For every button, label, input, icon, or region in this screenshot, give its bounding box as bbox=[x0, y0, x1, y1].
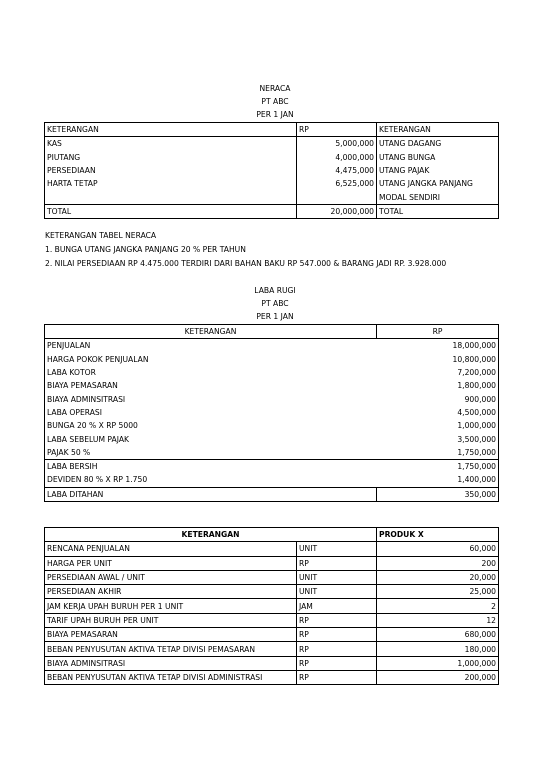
cell: JAM bbox=[297, 599, 377, 613]
cell: 12 bbox=[377, 613, 499, 627]
table-row bbox=[45, 570, 499, 584]
total-row bbox=[45, 204, 499, 218]
cell: 60,000 bbox=[377, 542, 499, 556]
table-row bbox=[45, 419, 499, 432]
neraca-date: PER 1 JAN bbox=[256, 110, 294, 119]
cell: 18,000,000 bbox=[377, 339, 499, 353]
table-row bbox=[45, 190, 499, 204]
table-row bbox=[45, 164, 499, 177]
note-item: 1. BUNGA UTANG JANGKA PANJANG 20 % PER TAHUN bbox=[45, 245, 246, 254]
cell: HARTA TETAP bbox=[45, 177, 297, 190]
cell: UTANG DAGANG bbox=[377, 137, 499, 151]
neraca-title: NERACA bbox=[259, 84, 291, 93]
cell: BUNGA 20 % X RP 5000 bbox=[45, 419, 377, 432]
table-row bbox=[45, 459, 499, 473]
table-header-row bbox=[45, 325, 499, 339]
table-row bbox=[45, 656, 499, 670]
header-cell: KETERANGAN bbox=[45, 325, 377, 339]
table-row bbox=[45, 599, 499, 613]
table-row bbox=[45, 473, 499, 487]
cell: BIAYA ADMINSITRASI bbox=[45, 656, 297, 670]
table-row bbox=[45, 366, 499, 379]
cell: 1,000,000 bbox=[377, 656, 499, 670]
table-header-row bbox=[45, 528, 499, 542]
cell: RENCANA PENJUALAN bbox=[45, 542, 297, 556]
header-cell: RP bbox=[297, 123, 377, 137]
note-item: 2. NILAI PERSEDIAAN RP 4.475.000 TERDIRI DARI BAHAN BAKU RP 547.000 & BARANG JADI RP. 3.928.000 bbox=[45, 259, 447, 268]
table-row bbox=[45, 670, 499, 684]
cell: 350,000 bbox=[377, 487, 499, 501]
cell: BEBAN PENYUSUTAN AKTIVA TETAP DIVISI PEMASARAN bbox=[45, 642, 297, 656]
cell: RP bbox=[297, 628, 377, 642]
cell: BIAYA PEMASARAN bbox=[45, 628, 297, 642]
cell: MODAL SENDIRI bbox=[377, 190, 499, 204]
cell: 1,400,000 bbox=[377, 473, 499, 487]
table-row bbox=[45, 542, 499, 556]
cell: BEBAN PENYUSUTAN AKTIVA TETAP DIVISI ADMINISTRASI bbox=[45, 670, 297, 684]
table-row bbox=[45, 406, 499, 419]
cell: RP bbox=[297, 642, 377, 656]
table-row bbox=[45, 339, 499, 353]
cell: PIUTANG bbox=[45, 151, 297, 164]
total-label: TOTAL bbox=[377, 204, 499, 218]
cell: PERSEDIAAN AWAL / UNIT bbox=[45, 570, 297, 584]
cell: UTANG PAJAK bbox=[377, 164, 499, 177]
cell: 200,000 bbox=[377, 670, 499, 684]
cell: 25,000 bbox=[377, 585, 499, 599]
table-row bbox=[45, 613, 499, 627]
cell: 5,000,000 bbox=[297, 137, 377, 151]
header-cell: KETERANGAN bbox=[45, 528, 377, 542]
table-row bbox=[45, 353, 499, 366]
cell bbox=[45, 190, 297, 204]
cell: 4,500,000 bbox=[377, 406, 499, 419]
cell: 680,000 bbox=[377, 628, 499, 642]
cell: BIAYA PEMASARAN bbox=[45, 379, 377, 392]
cell: RP bbox=[297, 656, 377, 670]
cell: 4,475,000 bbox=[297, 164, 377, 177]
cell: 6,525,000 bbox=[297, 177, 377, 190]
cell: 1,750,000 bbox=[377, 459, 499, 473]
header-cell: RP bbox=[377, 325, 499, 339]
cell: UNIT bbox=[297, 585, 377, 599]
laba-rugi-date: PER 1 JAN bbox=[256, 312, 294, 321]
cell: 10,800,000 bbox=[377, 353, 499, 366]
laba-rugi-company: PT ABC bbox=[261, 299, 289, 308]
cell: LABA DITAHAN bbox=[45, 487, 377, 501]
table-row bbox=[45, 628, 499, 642]
table-row bbox=[45, 177, 499, 190]
total-value: 20,000,000 bbox=[297, 204, 377, 218]
table-row bbox=[45, 137, 499, 151]
cell bbox=[297, 190, 377, 204]
cell: RP bbox=[297, 613, 377, 627]
header-cell: KETERANGAN bbox=[45, 123, 297, 137]
cell: 4,000,000 bbox=[297, 151, 377, 164]
notes-title: KETERANGAN TABEL NERACA bbox=[45, 231, 157, 240]
table-row bbox=[45, 432, 499, 445]
header-cell: KETERANGAN bbox=[377, 123, 499, 137]
cell: 3,500,000 bbox=[377, 432, 499, 445]
table-header-row bbox=[45, 123, 499, 137]
cell: UNIT bbox=[297, 542, 377, 556]
laba-rugi-title: LABA RUGI bbox=[254, 286, 296, 295]
table-row bbox=[45, 642, 499, 656]
cell: KAS bbox=[45, 137, 297, 151]
cell: 2 bbox=[377, 599, 499, 613]
table-row bbox=[45, 379, 499, 392]
table-row bbox=[45, 392, 499, 405]
cell: 7,200,000 bbox=[377, 366, 499, 379]
cell: 1,000,000 bbox=[377, 419, 499, 432]
table-row bbox=[45, 585, 499, 599]
produk-table bbox=[44, 527, 499, 685]
cell: 1,750,000 bbox=[377, 446, 499, 460]
cell: PERSEDIAAN AKHIR bbox=[45, 585, 297, 599]
neraca-company: PT ABC bbox=[261, 97, 289, 106]
cell: LABA SEBELUM PAJAK bbox=[45, 432, 377, 445]
cell: LABA KOTOR bbox=[45, 366, 377, 379]
cell: 1,800,000 bbox=[377, 379, 499, 392]
cell: 20,000 bbox=[377, 570, 499, 584]
cell: LABA OPERASI bbox=[45, 406, 377, 419]
table-row bbox=[45, 487, 499, 501]
total-label: TOTAL bbox=[45, 204, 297, 218]
cell: PENJUALAN bbox=[45, 339, 377, 353]
cell: UTANG BUNGA bbox=[377, 151, 499, 164]
table-row bbox=[45, 151, 499, 164]
header-cell: PRODUK X bbox=[377, 528, 499, 542]
cell: UNIT bbox=[297, 570, 377, 584]
cell: PAJAK 50 % bbox=[45, 446, 377, 460]
cell: UTANG JANGKA PANJANG bbox=[377, 177, 499, 190]
cell: 180,000 bbox=[377, 642, 499, 656]
cell: HARGA POKOK PENJUALAN bbox=[45, 353, 377, 366]
cell: RP bbox=[297, 556, 377, 570]
cell: HARGA PER UNIT bbox=[45, 556, 297, 570]
table-row bbox=[45, 556, 499, 570]
neraca-table bbox=[44, 122, 499, 219]
cell: PERSEDIAAN bbox=[45, 164, 297, 177]
cell: RP bbox=[297, 670, 377, 684]
cell: LABA BERSIH bbox=[45, 459, 377, 473]
cell: JAM KERJA UPAH BURUH PER 1 UNIT bbox=[45, 599, 297, 613]
laba-rugi-table bbox=[44, 324, 499, 502]
cell: TARIF UPAH BURUH PER UNIT bbox=[45, 613, 297, 627]
cell: 900,000 bbox=[377, 392, 499, 405]
cell: BIAYA ADMINSITRASI bbox=[45, 392, 377, 405]
cell: 200 bbox=[377, 556, 499, 570]
cell: DEVIDEN 80 % X RP 1.750 bbox=[45, 473, 377, 487]
table-row bbox=[45, 446, 499, 460]
